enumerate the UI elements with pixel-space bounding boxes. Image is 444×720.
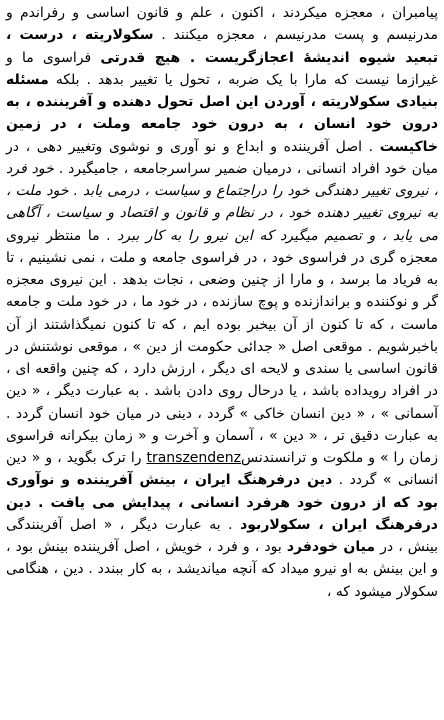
underlined-term: transzendenz [146,450,242,466]
text-segment: . به عبارت دیگر ، « اصل آفرینندگی بینش ، در [6,516,438,555]
text-segment: پیامبران ، معجزه میکردند ، اکنون ، علم و قانون اساسی و رفراندم و مدرنیسم و پست مدرنیسم ، معجزه میکنند . [6,5,438,44]
italic-segment: خود فرد ، نیروی تغییر دهندگی خود را دراجتماع و سیاست ، درمی یابد . خود ملت ، به نیروی تغییر دهنده خود ، در نظام و قانون و اقتصاد و سیاست ، آگاهی می یابد ، و تصمیم میگیرد که این نیرو را به کار ببرد [6,160,438,244]
paragraph-body [6,2,438,603]
bold-segment: میان خودفرد [286,539,376,555]
bold-segment: مسئله بنیادی سکولاریته ، آوردن این اصل تحول دهنده و آفریننده ، به درون خود انسان ، به درون خود جامعه وملت ، در زمین خاکیست [6,71,438,155]
text-segment: . اصل آفریننده و ابداع و نو آوری و نوشوی وتغییر دهی ، در میان خود افراد انسانی ، درمیان ضمیر سراسرجامعه ، جامیگیرد . [6,138,438,177]
text-segment: فراسوی ما و غیرازما نیست که مارا با یک ضربه ، تحول یا تغییر بدهد . بلکه [6,49,438,88]
text-segment: . ما منتظر نیروی معجزه گری در فراسوی خود ، در فراسوی جامعه و ملت ، نمی نشینیم ، تا به فریاد ما برسد ، و مارا از چنین وضعی ، نجات بدهد . این نیروی معجزه گر و نوکننده و براندازنده و پوچ سازنده ، در خود ما ، در خود ملت و جامعه ماست ، که تا کنون از آن بیخبر بوده ایم ، که تا کنون نمیگذاشتند از آن باخبرشویم . موقعی اصل « جدائی حکومت از دین » ، موقعی نوشتنش در قانون اساسی یا سندی و لایحه ای دیگر ، ارزش دارد ، که چنین واقعه ای ، در افراد رویداده باشد ، یا درحال روی دادن باشد . به عبارت دیگر ، « دین آسمانی » ، « دین انسان خاکی » گردد ، دینی در میان خود انسان گردد . به عبارت دقیق تر ، « دین » ، آسمان و آخرت و « زمان بیکرانه فراسوی زمان را » و ملکوت و ترانسندنس [6,227,438,466]
text-segment: را ترک بگوید ، و « دین انسانی » گردد . [6,450,439,489]
bold-segment: دین درفرهنگ ایران ، بینش آفریننده و نوآوری بود که از درون خود هرفرد انسانی ، پیدایش می یافت . دین درفرهنگ ایران ، سکولاربود [6,472,438,533]
text-segment: بود ، و فرد ، خویش ، اصل آفریننده بینش بود ، و این بینش به او نیرو میداد که آنچه میاندیشد ، به کار ببندد . دین ، هنگامی سکولار میشود که ، [6,539,438,600]
bold-segment: سکولاریته ، درست ، تبعید شیوه اندیشهٔ اعجازگریست . هیچ قدرتی [6,27,438,66]
